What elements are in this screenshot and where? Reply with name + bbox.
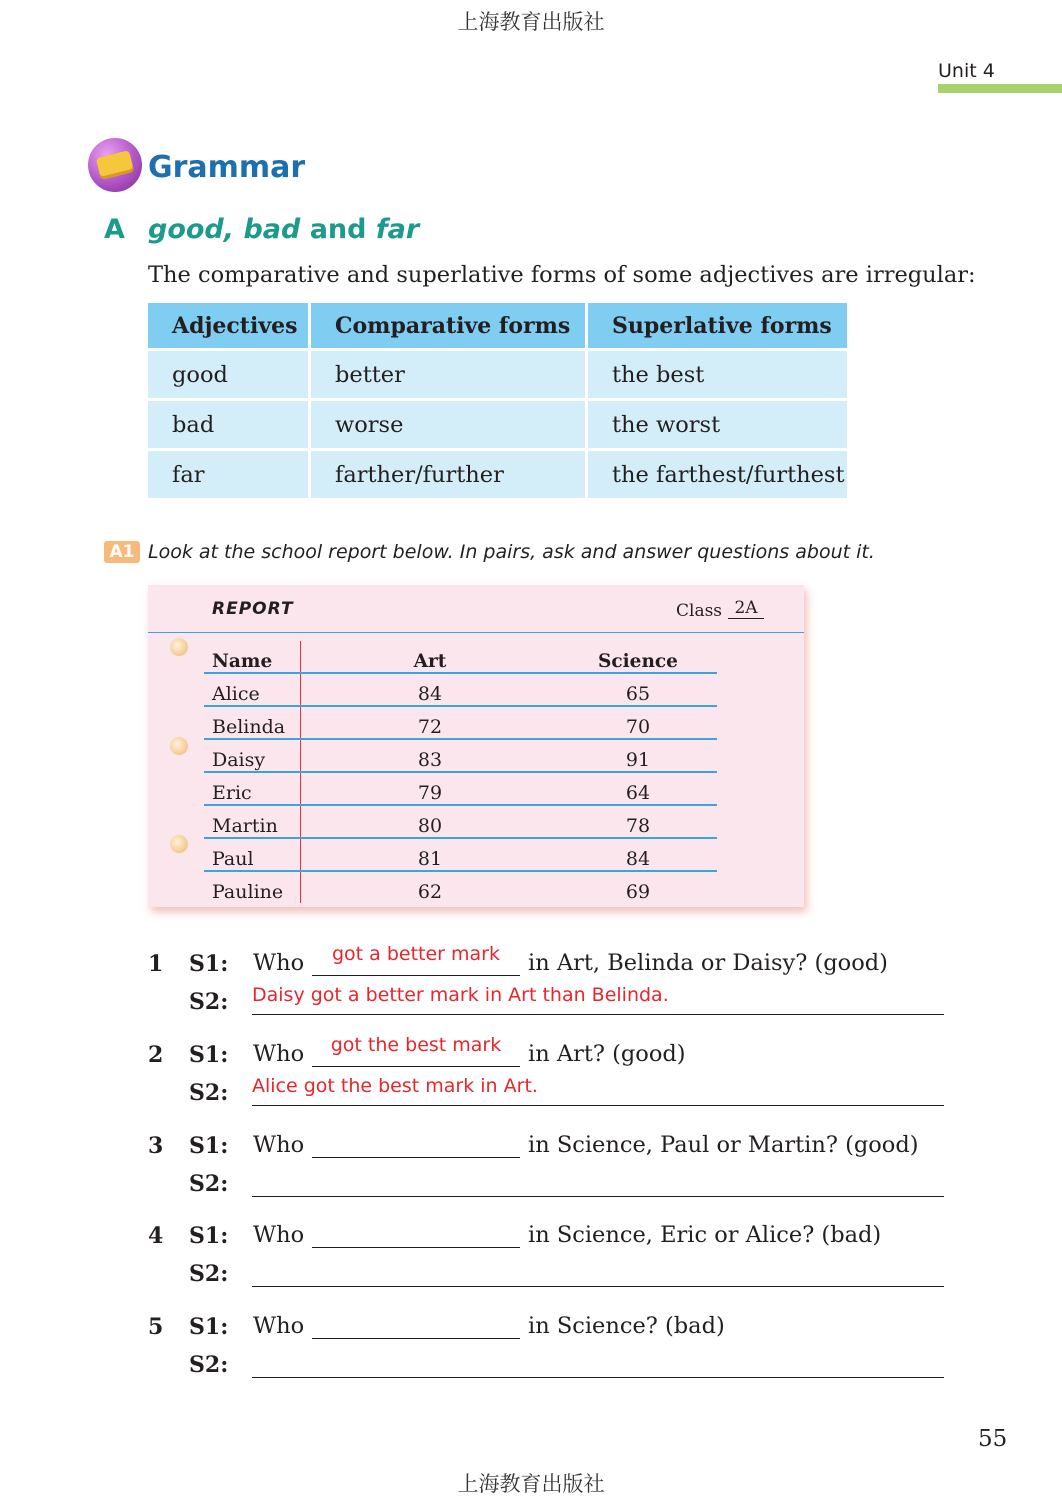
report-class-value: 2A xyxy=(728,598,764,619)
answer-line[interactable] xyxy=(252,1262,944,1287)
report-divider xyxy=(148,632,804,633)
report-grid xyxy=(204,641,717,903)
answer-text: Alice got the best mark in Art. xyxy=(252,1075,538,1097)
art-mark: 72 xyxy=(301,706,560,739)
question-number: 3 xyxy=(148,1133,164,1159)
blank-answer: got the best mark xyxy=(330,1034,502,1056)
report-row xyxy=(204,739,717,772)
report-row xyxy=(204,673,717,706)
report-header-science: Science xyxy=(559,641,717,673)
table-cell: the farthest/furthest xyxy=(585,448,847,498)
question-rest: in Science, Eric or Alice? (bad) xyxy=(528,1222,882,1248)
science-mark: 65 xyxy=(559,673,717,706)
question-rest: in Science, Paul or Martin? (good) xyxy=(528,1132,919,1158)
answer-line[interactable] xyxy=(252,1172,944,1197)
speaker-s1-label: S1: xyxy=(189,1314,229,1340)
report-row xyxy=(204,772,717,805)
question-number: 5 xyxy=(148,1314,164,1340)
title-word-bad: bad xyxy=(243,214,301,245)
student-name: Belinda xyxy=(204,706,301,739)
table-cell: the best xyxy=(585,348,847,398)
page-number: 55 xyxy=(978,1426,1008,1452)
question-rest: in Art? (good) xyxy=(528,1041,686,1067)
table-cell: bad xyxy=(148,398,308,448)
table-cell: better xyxy=(308,348,585,398)
binder-hole-icon xyxy=(170,638,188,656)
art-mark: 79 xyxy=(301,772,560,805)
question-number: 1 xyxy=(148,951,164,977)
table-row xyxy=(148,448,847,498)
art-mark: 62 xyxy=(417,881,443,903)
puzzle-piece-icon xyxy=(88,138,142,192)
answer-line[interactable] xyxy=(252,1353,944,1378)
report-header-name: Name xyxy=(204,641,301,673)
activity-instruction: Look at the school report below. In pairs, ask and answer questions about it. xyxy=(148,541,875,563)
publisher-footer: 上海教育出版社 xyxy=(457,1472,605,1496)
report-row xyxy=(204,805,717,838)
table-row xyxy=(148,348,847,398)
speaker-s2-label: S2: xyxy=(189,989,229,1015)
speaker-s2-label: S2: xyxy=(189,1080,229,1106)
question-who: Who xyxy=(253,1132,305,1158)
blank-answer: got a better mark xyxy=(331,943,500,965)
activity-tag: A1 xyxy=(104,541,140,563)
science-mark: 78 xyxy=(559,805,717,838)
student-name: Pauline xyxy=(204,871,301,903)
question-blank[interactable] xyxy=(312,1223,520,1248)
table-cell: far xyxy=(148,448,308,498)
student-name: Paul xyxy=(204,838,301,871)
speaker-s1-label: S1: xyxy=(189,1223,229,1249)
header-adjectives: Adjectives xyxy=(148,303,308,348)
report-header-row xyxy=(204,641,717,673)
question-who: Who xyxy=(253,1222,305,1248)
header-comparative: Comparative forms xyxy=(308,303,585,348)
art-mark: 81 xyxy=(301,838,560,871)
report-row xyxy=(204,838,717,871)
title-comma: , xyxy=(223,214,244,245)
art-mark: 84 xyxy=(301,673,560,706)
report-row xyxy=(204,706,717,739)
speaker-s2-label: S2: xyxy=(189,1171,229,1197)
table-header-row xyxy=(148,303,847,348)
answer-line[interactable] xyxy=(252,1075,944,1106)
unit-accent-bar xyxy=(938,84,1062,93)
table-row xyxy=(148,398,847,448)
publisher-header: 上海教育出版社 xyxy=(457,10,605,34)
speaker-s1-label: S1: xyxy=(189,1133,229,1159)
intro-text: The comparative and superlative forms of some adjectives are irregular: xyxy=(148,262,976,288)
title-word-far: far xyxy=(375,214,420,245)
unit-label: Unit 4 xyxy=(938,60,995,82)
question-blank[interactable] xyxy=(312,943,520,976)
student-name: Daisy xyxy=(204,739,301,772)
irregular-forms-table xyxy=(148,303,847,498)
report-row xyxy=(204,871,717,903)
art-mark: 83 xyxy=(301,739,560,772)
report-header-art: Art xyxy=(301,641,560,673)
header-superlative: Superlative forms xyxy=(585,303,847,348)
speaker-s2-label: S2: xyxy=(189,1352,229,1378)
science-mark: 70 xyxy=(559,706,717,739)
science-mark: 69 xyxy=(625,881,651,903)
question-rest: in Science? (bad) xyxy=(528,1313,725,1339)
title-word-good: good xyxy=(148,214,224,245)
speaker-s2-label: S2: xyxy=(189,1261,229,1287)
question-blank[interactable] xyxy=(312,1314,520,1339)
speaker-s1-label: S1: xyxy=(189,951,229,977)
section-heading: Grammar xyxy=(148,150,306,185)
subsection-title xyxy=(148,214,419,245)
art-mark: 80 xyxy=(301,805,560,838)
table-cell: good xyxy=(148,348,308,398)
report-class-label: Class xyxy=(676,601,723,621)
question-rest: in Art, Belinda or Daisy? (good) xyxy=(528,950,888,976)
question-who: Who xyxy=(253,1313,305,1339)
question-number: 2 xyxy=(148,1042,164,1068)
science-mark: 64 xyxy=(559,772,717,805)
answer-text: Daisy got a better mark in Art than Belinda. xyxy=(252,984,669,1006)
answer-line[interactable] xyxy=(252,984,944,1015)
table-cell: worse xyxy=(308,398,585,448)
science-mark: 84 xyxy=(559,838,717,871)
table-cell: the worst xyxy=(585,398,847,448)
table-cell: farther/further xyxy=(308,448,585,498)
question-who: Who xyxy=(253,950,305,976)
student-name: Alice xyxy=(204,673,301,706)
binder-hole-icon xyxy=(170,835,188,853)
question-who: Who xyxy=(253,1041,305,1067)
science-mark: 91 xyxy=(559,739,717,772)
student-name: Martin xyxy=(204,805,301,838)
report-title: REPORT xyxy=(212,599,294,619)
binder-hole-icon xyxy=(170,737,188,755)
subsection-letter: A xyxy=(104,214,125,245)
question-number: 4 xyxy=(148,1223,164,1249)
speaker-s1-label: S1: xyxy=(189,1042,229,1068)
school-report-card xyxy=(148,585,804,907)
student-name: Eric xyxy=(204,772,301,805)
question-blank[interactable] xyxy=(312,1034,520,1067)
title-word-and: and xyxy=(300,214,376,245)
question-blank[interactable] xyxy=(312,1133,520,1158)
